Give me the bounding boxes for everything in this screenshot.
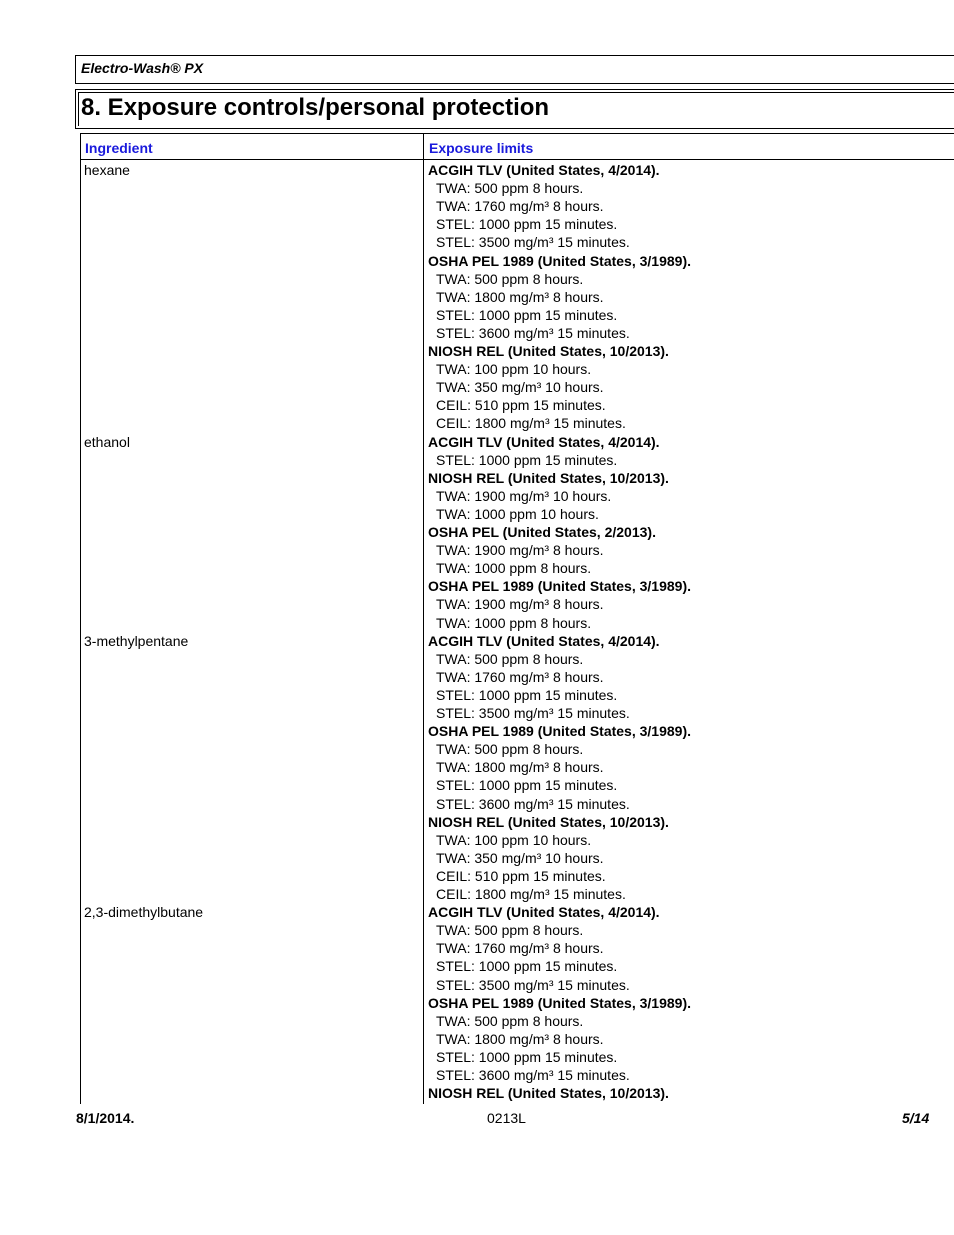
- ingredient-name: 2,3-dimethylbutane: [84, 904, 204, 921]
- exposure-limit-source: OSHA PEL (United States, 2/2013).: [428, 524, 656, 540]
- exposure-limit-value: TWA: 1900 mg/m³ 8 hours.: [436, 542, 604, 559]
- column-divider: [423, 160, 424, 1104]
- exposure-limit-value: TWA: 500 ppm 8 hours.: [436, 1012, 584, 1029]
- exposure-limit-value: TWA: 1800 mg/m³ 8 hours.: [436, 288, 604, 305]
- exposure-limit-value: TWA: 1760 mg/m³ 8 hours.: [436, 668, 604, 685]
- footer-date: 8/1/2014.: [76, 1110, 135, 1126]
- exposure-limit-source: ACGIH TLV (United States, 4/2014).: [428, 433, 660, 450]
- exposure-limit-value: STEL: 3500 mg/m³ 15 minutes.: [436, 705, 630, 721]
- exposure-limit-value: STEL: 1000 ppm 15 minutes.: [436, 306, 618, 323]
- exposure-limit-value: TWA: 500 ppm 8 hours.: [436, 922, 584, 939]
- exposure-limit-source: ACGIH TLV (United States, 4/2014).: [428, 904, 660, 921]
- exposure-limit-source: OSHA PEL 1989 (United States, 3/1989).: [428, 578, 691, 595]
- exposure-limit-value: CEIL: 1800 mg/m³ 15 minutes.: [436, 886, 626, 902]
- exposure-limit-value: STEL: 3500 mg/m³ 15 minutes.: [436, 234, 630, 251]
- ingredient-name: ethanol: [84, 433, 130, 450]
- exposure-limit-value: CEIL: 1800 mg/m³ 15 minutes.: [436, 415, 626, 432]
- exposure-limit-source: OSHA PEL 1989 (United States, 3/1989).: [428, 723, 691, 740]
- exposure-limit-value: TWA: 350 mg/m³ 10 hours.: [436, 379, 604, 396]
- column-header-exposure-limits: Exposure limits: [429, 140, 534, 156]
- exposure-limit-source: ACGIH TLV (United States, 4/2014).: [428, 632, 660, 649]
- exposure-limit-value: TWA: 100 ppm 10 hours.: [436, 361, 592, 378]
- exposure-limit-value: STEL: 3600 mg/m³ 15 minutes.: [436, 1067, 630, 1083]
- exposure-limit-source: NIOSH REL (United States, 10/2013).: [428, 813, 669, 830]
- exposure-limit-source: NIOSH REL (United States, 10/2013).: [428, 343, 669, 359]
- exposure-limit-source: NIOSH REL (United States, 10/2013).: [428, 1085, 669, 1102]
- exposure-limit-value: STEL: 3600 mg/m³ 15 minutes.: [436, 324, 630, 341]
- exposure-limit-source: NIOSH REL (United States, 10/2013).: [428, 469, 669, 486]
- product-header: [75, 55, 954, 84]
- exposure-limit-value: STEL: 3500 mg/m³ 15 minutes.: [436, 976, 630, 993]
- exposure-limit-value: TWA: 100 ppm 10 hours.: [436, 831, 592, 848]
- exposure-limit-value: STEL: 1000 ppm 15 minutes.: [436, 958, 618, 975]
- ingredient-name: 3-methylpentane: [84, 632, 189, 649]
- section-header: [75, 89, 954, 129]
- exposure-limit-value: TWA: 1000 ppm 8 hours.: [436, 614, 592, 631]
- exposure-limit-value: TWA: 1800 mg/m³ 8 hours.: [436, 759, 604, 776]
- table-header: [80, 133, 954, 160]
- exposure-limit-source: OSHA PEL 1989 (United States, 3/1989).: [428, 252, 691, 269]
- exposure-limit-source: OSHA PEL 1989 (United States, 3/1989).: [428, 994, 691, 1011]
- exposure-limit-value: CEIL: 510 ppm 15 minutes.: [436, 867, 606, 884]
- exposure-limit-value: TWA: 1760 mg/m³ 8 hours.: [436, 198, 604, 215]
- exposure-limit-value: TWA: 1900 mg/m³ 8 hours.: [436, 596, 604, 613]
- exposure-limit-value: TWA: 1000 ppm 10 hours.: [436, 505, 599, 522]
- section-title: 8. Exposure controls/personal protection: [81, 94, 550, 121]
- exposure-limit-value: STEL: 3600 mg/m³ 15 minutes.: [436, 795, 630, 812]
- product-name: Electro-Wash® PX: [81, 60, 204, 76]
- column-divider: [423, 133, 424, 160]
- exposure-limit-value: STEL: 1000 ppm 15 minutes.: [436, 451, 618, 468]
- exposure-limit-source: ACGIH TLV (United States, 4/2014).: [428, 162, 660, 178]
- exposure-limit-value: STEL: 1000 ppm 15 minutes.: [436, 686, 618, 703]
- table-left-border: [80, 160, 81, 1104]
- exposure-limit-value: TWA: 1760 mg/m³ 8 hours.: [436, 940, 604, 957]
- exposure-limit-value: STEL: 1000 ppm 15 minutes.: [436, 777, 618, 794]
- exposure-limit-value: TWA: 350 mg/m³ 10 hours.: [436, 849, 604, 866]
- exposure-limit-value: TWA: 1000 ppm 8 hours.: [436, 560, 592, 577]
- footer-code: 0213L: [487, 1110, 526, 1126]
- ingredient-name: hexane: [84, 162, 130, 178]
- exposure-limit-value: TWA: 1800 mg/m³ 8 hours.: [436, 1030, 604, 1047]
- exposure-limit-value: TWA: 500 ppm 8 hours.: [436, 650, 584, 667]
- exposure-limit-value: CEIL: 510 ppm 15 minutes.: [436, 397, 606, 414]
- exposure-limit-value: TWA: 1900 mg/m³ 10 hours.: [436, 487, 612, 504]
- column-header-ingredient: Ingredient: [85, 140, 153, 156]
- footer-page-number: 5/14: [902, 1110, 930, 1126]
- exposure-limit-value: TWA: 500 ppm 8 hours.: [436, 270, 584, 287]
- exposure-limit-value: STEL: 1000 ppm 15 minutes.: [436, 1048, 618, 1065]
- exposure-limit-value: TWA: 500 ppm 8 hours.: [436, 180, 584, 197]
- exposure-limit-value: TWA: 500 ppm 8 hours.: [436, 741, 584, 758]
- exposure-limit-value: STEL: 1000 ppm 15 minutes.: [436, 216, 618, 233]
